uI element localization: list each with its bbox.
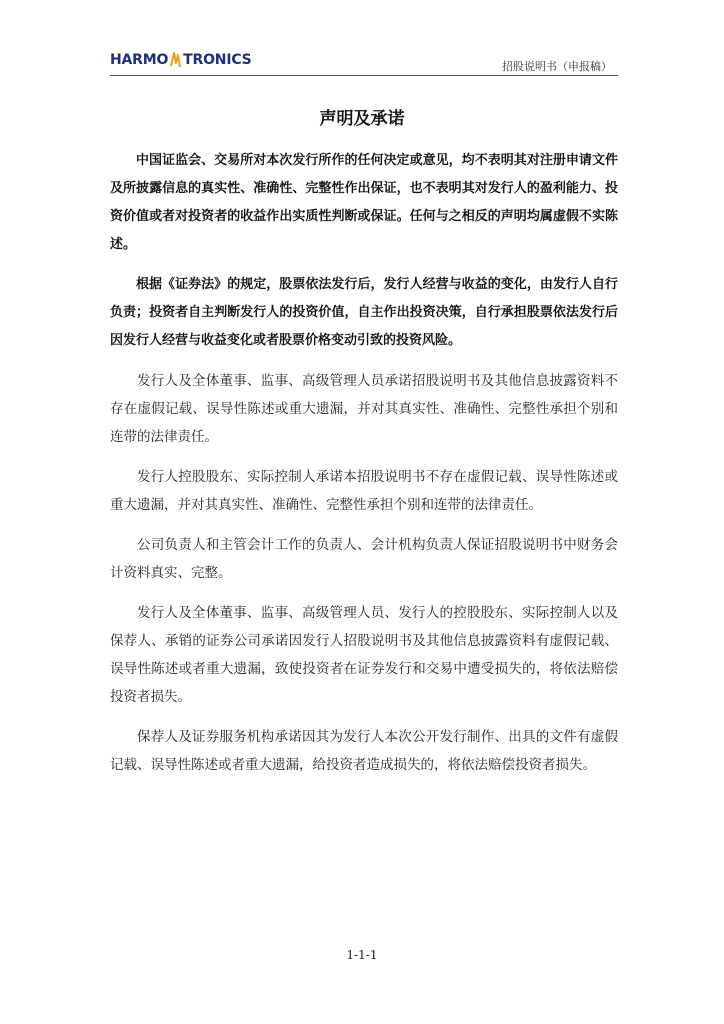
logo-wave-icon	[169, 51, 182, 69]
header-divider	[110, 75, 618, 76]
company-logo	[110, 50, 252, 70]
page-header	[110, 50, 618, 74]
paragraph-sponsor-commitment: 保荐人及证券服务机构承诺因其为发行人本次公开发行制作、出具的文件有虚假记载、误导性陈述或者重大遗漏，给投资者造成损失的，将依法赔偿投资者损失。	[110, 729, 618, 773]
paragraph-investment-risk: 根据《证券法》的规定，股票依法发行后，发行人经营与收益的变化，由发行人自行负责；投资者自主判断发行人的投资价值，自主作出投资决策，自行承担股票依法发行后因发行人经营与收益变化或者股票价格变动引致的投资风险。	[110, 277, 618, 348]
paragraph-issuer-commitment: 发行人及全体董事、监事、高级管理人员承诺招股说明书及其他信息披露资料不存在虚假记载、误导性陈述或重大遗漏，并对其真实性、准确性、完整性承担个别和连带的法律责任。	[110, 373, 618, 445]
page-number: 1-1-1	[346, 948, 378, 962]
statement-body	[110, 147, 618, 791]
paragraph-compensation-commitment: 发行人及全体董事、监事、高级管理人员、发行人的控股股东、实际控制人以及保荐人、承销的证券公司承诺因发行人招股说明书及其他信息披露资料有虚假记载、误导性陈述或者重大遗漏，致使投资者在证券发行和交易中遭受损失的，将依法赔偿投资者损失。	[110, 605, 618, 705]
document-type-label: 招股说明书（申报稿）	[502, 60, 612, 73]
logo-text-left: HARMO	[110, 52, 169, 68]
paragraph-regulator-disclaimer: 中国证监会、交易所对本次发行所作的任何决定或意见，均不表明其对注册申请文件及所披露信息的真实性、准确性、完整性作出保证，也不表明其对发行人的盈利能力、投资价值或者对投资者的收益作出实质性判断或保证。任何与之相反的声明均属虚假不实陈述。	[110, 153, 618, 252]
logo-text-right: TRONICS	[183, 52, 252, 68]
paragraph-financial-guarantee: 公司负责人和主管会计工作的负责人、会计机构负责人保证招股说明书中财务会计资料真实、完整。	[110, 537, 618, 581]
paragraph-controller-commitment: 发行人控股股东、实际控制人承诺本招股说明书不存在虚假记载、误导性陈述或重大遗漏，并对其真实性、准确性、完整性承担个别和连带的法律责任。	[110, 469, 618, 513]
page-title: 声明及承诺	[319, 109, 405, 129]
